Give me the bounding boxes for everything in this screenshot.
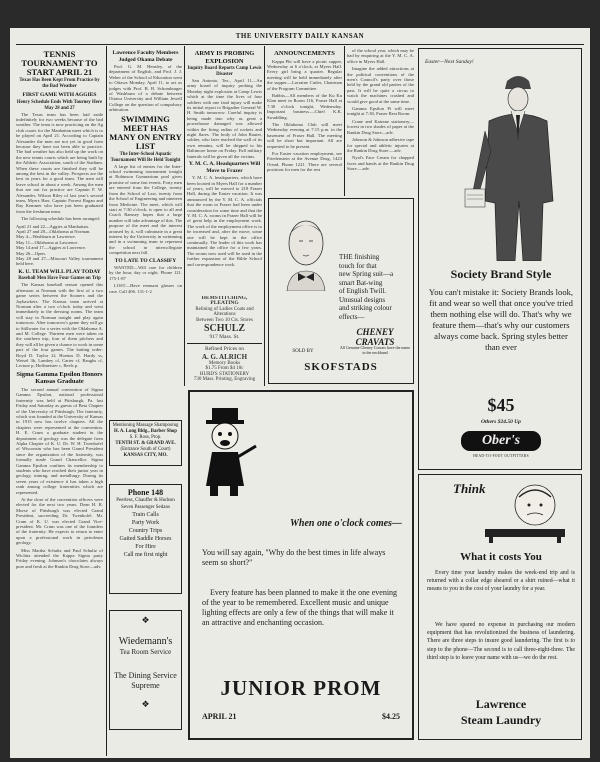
announcement: The Oklahoma Club will meet Wednesday evening at 7:15 p.m. in the basement of Fraser Hall. The meeting will be short but important. All are requested to be present.: [267, 121, 342, 149]
headline-sigma: Sigma Gamma Epsilon Honors Kansas Graduate: [16, 370, 103, 386]
cheney-line: effects—: [339, 312, 365, 321]
obers-logo: Ober's: [461, 431, 541, 451]
cheney-note: All Genuine Cheney Cravats have the name in the neckband: [339, 345, 411, 355]
barber-line: TENTH ST. & GRAND AVE.: [115, 441, 176, 446]
column-1: [16, 48, 103, 753]
headline-ymca: Y. M. C. A. Headquarters Will Move to Frazer: [188, 161, 261, 174]
headline-debate: Lawrence Faculty Members Judged Okama Debate: [112, 50, 179, 63]
article-text: The Texas team has been laid aside indefinitely for two weeks because of the bad weather. The team is now practicing on the Ag club courts for the Manhattan meet which is to be played on April 21. According to Captain Alexander the men are not yet in good form because they have not been able to practice. The bad weather has also held up the work on the new tennis courts which are being built by the Athletic Association, south of the Stadium. When these courts are finished they will be among the best in the valley. Prospects are the best in years for a good team. The men will leave school in about a week. Among the men that are out for practice are Captain F. W. Alexander, Wilson Riley of last year's second team, Myers Harr, Captain Forrest Ragan and Ray Kemmer who have just been graduated from the freshman team.: [16, 111, 103, 214]
cheney-line: Unusual designs: [339, 295, 386, 304]
cheney-line: smart Bat-wing: [339, 278, 383, 287]
article-text: Y. M. C. A. headquarters, which have been located in Myers Hall for a number of years, will be moved to 218 Frazer Hall, during the Easter vacation. It was announced by the Y. M. C. A. officials that the room in Frazer had been under consideration for some time and that the Y. M. C. A. rooms in Frazer Hall will be of great help in the employment work. The work of the employment office is to be increased and, after the move, some one will be kept in the office continually. The leader of this work has maintained the office for a few years. The rooms now used will be used in the further expansion of the Bible School and correspondence work.: [187, 175, 262, 267]
subhead-baseball: Baseball Men Have Four Games on Trip: [18, 276, 101, 282]
laundry-name: Steam Laundry: [460, 713, 542, 727]
headline-tennis: TENNIS TOURNAMENT TO START APRIL 21: [21, 49, 98, 77]
article-text: The second annual convention of Sigma Gamma Epsilon, national professional fraternity was held at Pittsburgh, Pa. last Friday and Saturday as guests of Beta Chapter of the University of Pittsburgh. The fraternity, which was founded at the University of Kansas in 1915 now has twelve chapters. All the chapters were represented at the convention. H. E. Crum a graduate student in the department of geology was the delegate from Alpha Chapter of K. U. Dr. W. H. Twenhofel of Wisconsin who has been Grand President since the organization of the fraternity, was formally made Grand Chancellor. Sigma Gamma Epsilon confines its membership to students who have reached their junior year in geology, mining, and metallurgy. During its seven years of existence it has taken a high rank among college fraternities which are represented.: [16, 386, 103, 495]
headline-announcements: ANNOUNCEMENTS: [274, 50, 335, 57]
schedule-list: [16, 224, 103, 267]
phone-ad-title: Phone 148: [127, 488, 164, 497]
alrich-line: $1.75 From $4 10c: [205, 366, 244, 372]
schedule-title: The following schedule has been arranged:: [21, 216, 100, 222]
cheney-brand: CHENEY CRAVATS: [355, 327, 395, 347]
laundry-text: Every time your laundry makes the week-end trip and is returned with a collar edge sheared or a shirt ruined—what it means to you in the cost of your laundry for a year.: [427, 570, 575, 593]
article-text: The Kansas baseball season opened this afternoon at Norman with the first of a two game series between the Sooners and the Jayhawkers. The Kansas team arrived at Norman after a two o'clock today and went immediately to the dressing rooms. The team will stay in Norman tonight and play again tomorrow. After tomorrow's game they will go to Stillwater for a series with the Oklahoma A. and M. College. Thirteen men were taken on the southern trip, four of them pitchers and they will all be given a chance to work in some part of the four games. The batting order: Boyd D. Taylor 2f, Hoenus D. Hardy ss, Weisel 3b, Lambey cf, Carter cf, Baughs cf, Lecture p, Hoffmeister c, Reels p.: [16, 282, 103, 369]
man-in-suit-icon: [459, 71, 569, 261]
phone-ad-line: Train Calls: [132, 512, 159, 518]
schulz-address: 917 Mass. St.: [209, 334, 240, 341]
announcement: Nyal's Face Cream for chapped faces and hands at the Rankin Drug Store.—adv.: [347, 155, 414, 172]
cheney-line: THE finishing: [339, 253, 380, 261]
column-4: [267, 48, 342, 193]
phone-ad-line: Peerless, Chauffer & Hudson Seven Passenger Sedans: [116, 498, 175, 510]
wiedemann-title: Wiedemann's: [118, 636, 173, 647]
cheney-cravats-ad: [268, 198, 414, 384]
cheney-line: touch for that: [339, 261, 377, 270]
article-text: A large list of entries for the Inter-school swimming tournament tonight at Robinson Gymnasium pool gives promise of some fast events. Forty men are entered from the College, twenty from the School of Law, twenty from the School of Engineering and nineteen from Medicine. The meet, which will start at 7:30 o'clock, is open to all and Coach Ramsey hopes that a large number will take advantage of this. The purpose of the meet and the interest aroused by it, will culminate in a great interest by the University in swimming and in a swimming team to represent the school in intercollegiate competition next fall.: [109, 163, 182, 256]
column-rule: [184, 46, 185, 386]
article-text: Miss Martha Schultz and Paul Schultz of Wichita attended the Kappa Sigma party Friday evening. Johnson's chocolates always pure and fresh at the Rankin Drug Store—adv.: [16, 547, 103, 569]
prom-date: APRIL 21: [202, 712, 237, 721]
schedule-item: May 26—Open.: [16, 250, 46, 256]
alrich-line: Memory Books: [208, 360, 241, 366]
headline-baseball: K. U. TEAM WILL PLAY TODAY: [18, 268, 101, 275]
society-body: You can't mistake it: Society Brands look, fit and wear so well that once you've tried them nothing else will do. That's why we feature them—that's why our customers always come back. Spring styles better than ever: [428, 287, 574, 352]
prom-text: You will say again, "Why do the best times in life always seem so short?": [202, 548, 386, 567]
alrich-name: A. G. ALRICH: [201, 352, 248, 361]
announcement: Johnson & Johnson adhesive tape for special and athletic injuries at the Rankin Drug Store.—adv.: [347, 137, 414, 153]
alrich-title: Refined Prices on: [204, 346, 245, 353]
announcement: Crane and Katrane stationery—lowest in two shades of paper at the Rankin Drug Store—adv.: [347, 118, 414, 135]
article-text: At the close of the convention officers were elected for the next two years. Dean H. R. Morse of Pittsburgh was elected Grand President, succeeding Dr. Twenhofel. Mr. Crum of K. U. was elected Grand Vice-president. Mr. Crum was one of the founders of the fraternity. He expects to return to enter upon a professional work in petroleum geology.: [16, 497, 103, 546]
headline-classified: TO LATE TO CLASSIFY: [114, 257, 177, 264]
subhead-tennis: Texas Has Been Kept From Practice by the Bad Weather: [19, 78, 100, 89]
cheney-line: and striking colour: [339, 304, 392, 312]
announcement: For Easter vacation employment, see Friedenstein at the Avenue Drug, 1423 Oread, Phone 1221. There are several positions for men for the rest: [267, 151, 342, 173]
classified-ad: WANTED—Will care for children by the hour, day or night. Phone 121. 175-1-87: [109, 265, 182, 281]
schulz-name: SCHULZ: [203, 323, 246, 335]
society-price: $45: [487, 395, 515, 415]
masthead-rule: [16, 44, 584, 45]
society-title: Society Brand Style: [450, 267, 552, 281]
announcement: Kappa Phi will have a picnic supper, Wednesday at 6 o'clock, at Myers Hall. Every girl bring a quarter. Regular meeting will be held immediately after the supper.—Lorraine Cutler, Chairman of the Program Committee.: [267, 58, 342, 91]
schulz-headline: HEMSTITCHING, PLEATING: [201, 296, 248, 307]
masthead: THE UNIVERSITY DAILY KANSAN: [235, 32, 365, 40]
headline-army: ARMY IS PROBING EXPLOSION: [194, 50, 255, 65]
schedule-item: May 14 and 17—Aggies at Lawrence.: [16, 245, 87, 251]
cartoon-man-icon: [200, 402, 260, 498]
divider: [187, 343, 262, 344]
announcement: Gamma Epsilon Pi will meet tonight at 7:30, Fraser Rest Room.: [347, 106, 414, 117]
barber-ad: [109, 420, 182, 466]
schedule-item: May 11—Oklahoma at Lawrence.: [16, 239, 79, 245]
laundry-text: We have spared no expense in purchasing our modern equipment that has revolutionized the business of laundering. There are three steps to insure good laundering. The first is to step to the phone—The second is to call three-eight-three. The third step is to leave your name with us—we do the rest.: [427, 622, 575, 661]
alrich-line: HURD'S STATIONERY: [199, 371, 250, 377]
phone-148-ad: [109, 484, 182, 594]
skofstads-name: SKOFSTADS: [304, 361, 378, 373]
phone-ad-line: For Hire: [135, 544, 156, 550]
announcement: Rabbis—All members of the Ku Ku Klan meet in Room 116, Fraser Hall at 7:30 o'clock tonight, Wednesday. Important business.—Chief K.K. Swaddling.: [267, 92, 342, 120]
cheney-line: of English Twill.: [339, 287, 387, 295]
announcement: Imagine the added attractions at the political conventions of the men's Council's party over those held by the grand old parties of the past. It will be quite a circus to watch the machines crashed and would give good at the same time.: [347, 66, 414, 104]
barber-line: KANSAS CITY, MO.: [123, 453, 168, 458]
laundry-name: Lawrence: [475, 697, 527, 711]
wiedemann-sub: Tea Room Service: [119, 648, 172, 656]
column-rule: [344, 46, 345, 196]
classified-ad: LOST—Have remnant glasses on case. Call 406. 131-1-2: [109, 283, 182, 294]
alrich-line: 730 Mass. Printing, Engraving: [193, 377, 256, 383]
subhead-swimming: The Inter-School Aquatic Tournament Will Be Held Tonight: [110, 151, 181, 163]
cheney-line: new Spring suit—a: [339, 270, 394, 278]
wiedemann-line: Supreme: [131, 681, 160, 690]
junior-prom-ad: [188, 390, 414, 740]
laundry-title: What it costs You: [460, 551, 542, 563]
column-3: [187, 48, 262, 288]
prom-headline: When one o'clock comes—: [290, 518, 402, 529]
column-rule: [106, 46, 107, 756]
article-text: Prof. G. M. Hensley, of the department of English, and Prof. J. J. Weber of the School of Education went to Ottawa Monday, April 11, to act as judges with Prof. B. B. Schomburger of Washburn of a debate between Ottawa University and William Jewell College on the question of compulsory arbitration.: [109, 64, 182, 113]
column-2: [109, 48, 182, 384]
barber-line: H. A. Long Bldg., Barber Shop: [114, 429, 177, 434]
society-caption: Easter—Next Sunday!: [425, 59, 474, 65]
newspaper-page: [10, 28, 590, 758]
prom-price: $4.25: [382, 712, 400, 721]
subhead-schedule: Henry Schedule Ends With Tourney Here May 28 and 27: [16, 99, 103, 111]
obers-tagline: HEAD-TO-FOOT OUTFITTERS: [473, 454, 529, 458]
schedule-item: April 21 and 22—Aggies at Manhattan.: [16, 223, 89, 229]
schedule-item: April 27 and 28—Oklahoma at Norman.: [16, 229, 91, 235]
barber-line: Mentioning Massage Shampooing: [112, 423, 179, 428]
society-others: Others $24.50 Up: [481, 419, 521, 425]
barber-line: (Entrance South of Court): [120, 447, 171, 452]
schulz-sub: Relining of Ladies Coats and Alterations: [195, 306, 254, 318]
headline-aggies: FIRST GAME WITH AGGIES: [22, 92, 97, 98]
man-portrait-icon: [277, 211, 335, 291]
wiedemann-line: The Dining Service: [114, 671, 177, 680]
phone-ad-line: Country Trips: [128, 528, 163, 534]
phone-ad-line: Party Work: [131, 520, 160, 526]
headline-swimming: SWIMMING MEET HAS MANY ON ENTRY LIST: [109, 113, 182, 151]
announcement: of the school year, which may be had by enquiring at the Y. M. C. A. office in Myers Hall.: [347, 48, 414, 64]
cheney-copy: [339, 253, 411, 321]
prom-text: Every feature has been planned to make it the one evening of the year to be remembered. Excellent music and unique lighting effects are only a few of the things that will make it an attractive and enchanting occasion.: [202, 588, 398, 627]
prom-title: JUNIOR PROM: [220, 676, 382, 700]
subhead-army: Inquiry Board Reports Camp Lewis Disaster: [187, 66, 262, 77]
ornament-icon: ❖: [141, 615, 150, 625]
schulz-ad: [187, 296, 262, 384]
article-text: San Antonio, Tex., April 11—An army board of inquiry probing the Monday night explosion at Camp Lewis which at the time the lives of four soldiers with one fatal injury will make its initial report to Brigadier General W. H. Smith tomorrow. Careful inquiry is being made into why as great a powerhouse damaged was allowed within the firing radius of rockets and night flares. The body of John Rauter, soldier, who later reached the wall of its own remains, will be shipped to his Baltimore home on Friday. Full military funerals will be given all the victims.: [187, 78, 262, 159]
barber-line: S. F. Ross, Prop.: [129, 435, 162, 440]
phone-ad-line: Call me first night: [123, 552, 168, 558]
sold-by-label: SOLD BY: [292, 349, 314, 354]
laundry-ad: [418, 474, 582, 740]
schedule-item: May 28 and 27—Missouri Valley tournament held here.: [16, 256, 103, 267]
ornament-icon: ❖: [141, 699, 150, 709]
schedule-item: May 4—Washburn at Lawrence.: [16, 234, 76, 240]
society-brand-ad: [418, 48, 582, 470]
column-5: [347, 48, 414, 193]
wiedemann-ad: [109, 610, 182, 730]
column-rule: [264, 46, 265, 386]
schulz-location: Between Two 10 Cts. Stores: [196, 317, 253, 323]
think-label: Think: [453, 481, 486, 496]
phone-ad-line: Gaited Saddle Horses: [119, 536, 172, 542]
thinking-man-icon: [475, 481, 575, 543]
